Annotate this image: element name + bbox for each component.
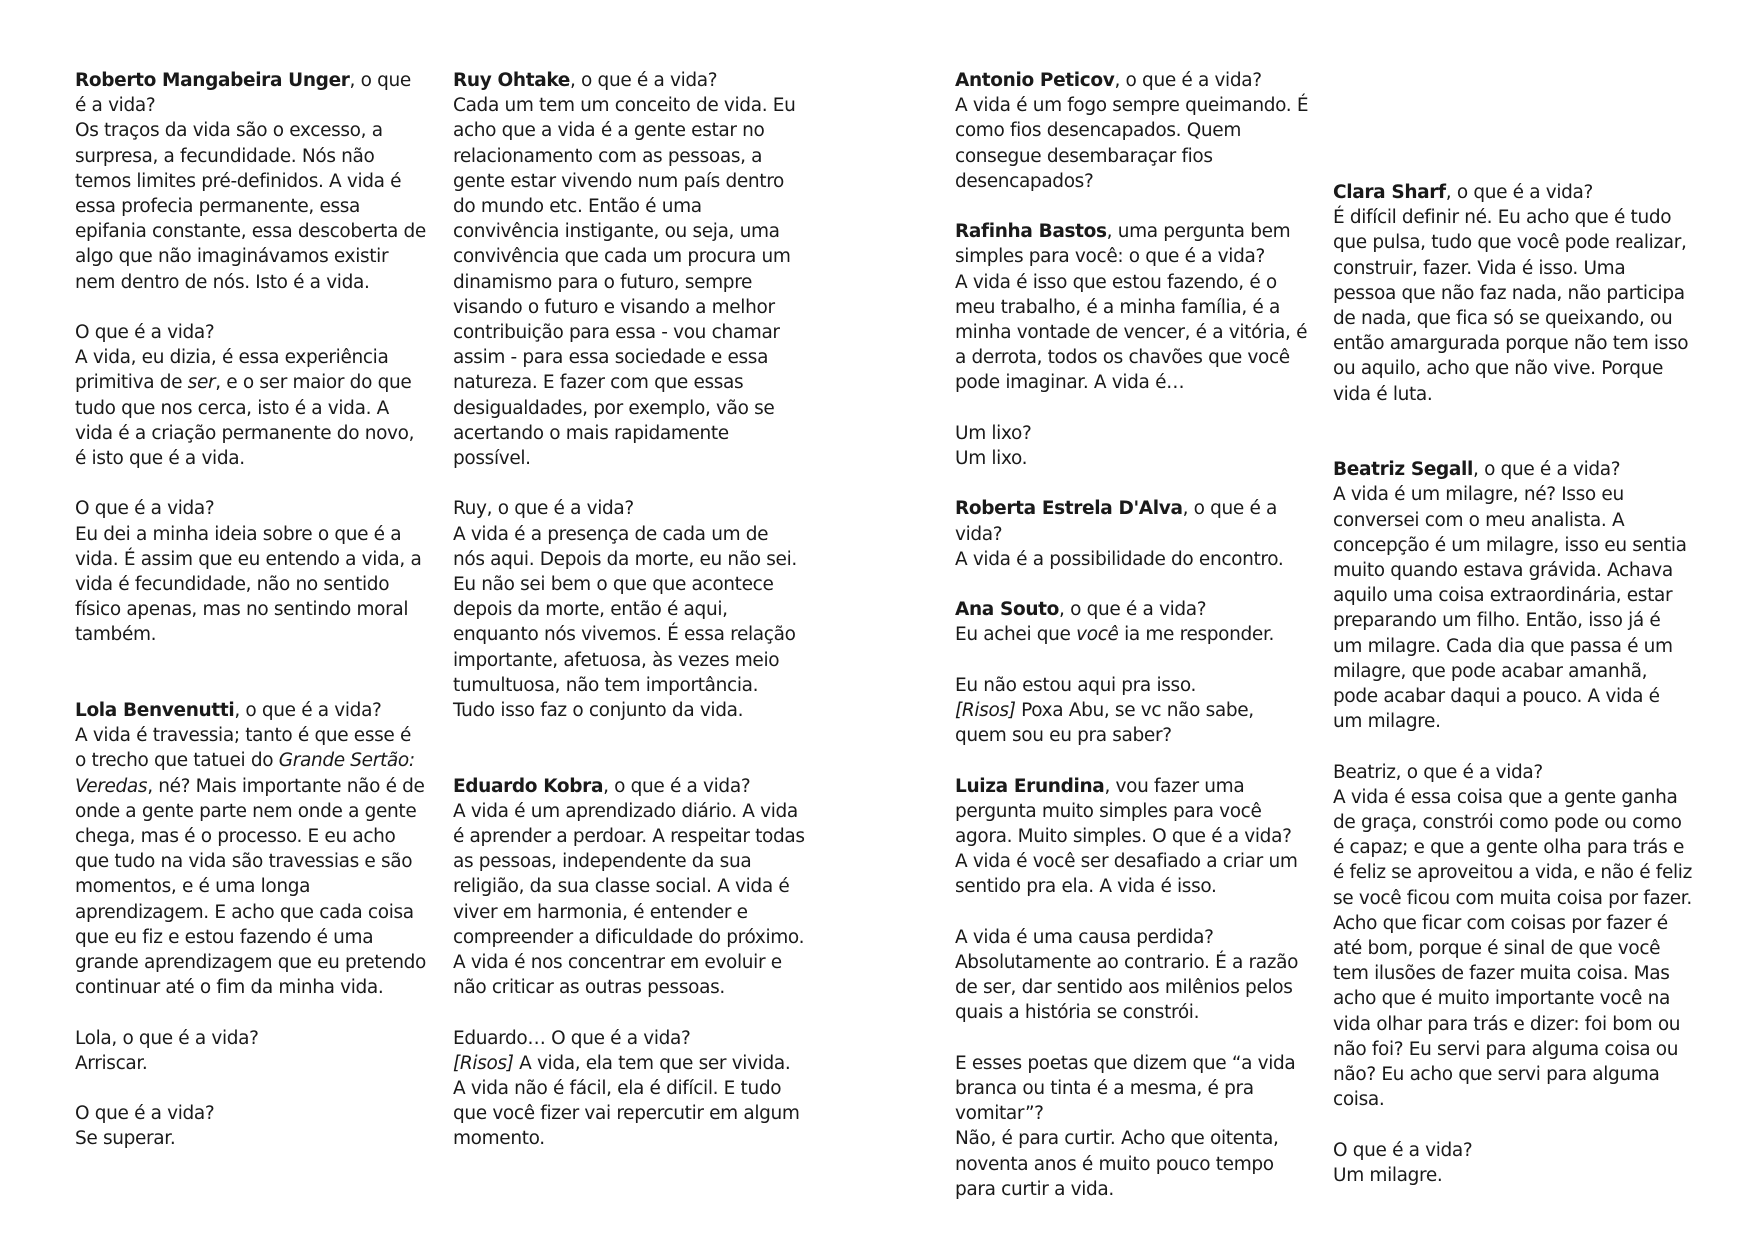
question-text xyxy=(1333,180,1693,205)
interview-block xyxy=(955,496,1309,572)
question-text xyxy=(75,1101,427,1126)
question-text xyxy=(75,496,427,521)
body-text: A vida é você ser desafiado a criar um sentido pra ela. A vida é isso. xyxy=(955,851,1298,898)
answer-text xyxy=(75,522,427,648)
italic-text: [Risos] xyxy=(955,700,1016,721)
interview-block xyxy=(75,320,427,471)
body-text: O que é a vida? xyxy=(75,498,215,520)
answer-text xyxy=(955,950,1309,1026)
body-text: Poxa Abu, se vc não sabe, quem sou eu pra saber? xyxy=(955,700,1254,747)
answer-text xyxy=(955,849,1309,899)
body-text: A vida é isso que estou fazendo, é o meu trabalho, é a minha família, é a minha vontade de vencer, é a vitória, é a derrota, todos os chavões que você pode imaginar. A vida é… xyxy=(955,271,1308,394)
answer-text xyxy=(955,622,1309,647)
answer-text xyxy=(1333,785,1693,1113)
speaker-name: Beatriz Segall xyxy=(1333,459,1474,481)
answer-text xyxy=(955,446,1309,471)
interview-block xyxy=(1333,1138,1693,1188)
question-text xyxy=(1333,1138,1693,1163)
body-text: , o que é a vida? xyxy=(75,70,411,117)
body-text: Um lixo. xyxy=(955,448,1028,470)
interview-block xyxy=(75,698,427,1000)
question-text xyxy=(955,1051,1309,1127)
body-text: Eu não estou aqui pra isso. xyxy=(955,674,1196,696)
answer-text xyxy=(955,270,1309,396)
interview-block xyxy=(955,1051,1309,1202)
interview-block xyxy=(955,68,1309,194)
body-text: A vida é um milagre, né? Isso eu conversei com o meu analista. A concepção é um milagre, isso eu sentia muito quando estava grávida. Achava aquilo uma coisa extraordinária, estar preparando um filho. Então, isso já é um milagre. Cada dia que passa é um milagre, que pode acabar amanhã, pode acabar daqui a pouco. A vida é um milagre. xyxy=(1333,484,1687,733)
question-text xyxy=(955,496,1309,546)
body-text: A vida é essa coisa que a gente ganha de graça, constrói como pode ou como é capaz; e que a gente olha para trás e é feliz se aproveitou a vida, e não é feliz se você ficou com muita coisa por fazer. Acho que ficar com coisas por fazer é até bom, porque é sinal de que você tem ilusões de fazer muita coisa. Mas acho que é muito importante você na vida olhar para trás e dizer: foi bom ou não foi? Eu servi para alguma coisa ou não? Eu acho que servi para alguma coisa. xyxy=(1333,786,1692,1111)
answer-text xyxy=(75,1051,427,1076)
body-text: Não, é para curtir. Acho que oitenta, noventa anos é muito pouco tempo para curtir a vida. xyxy=(955,1128,1279,1200)
body-text: E esses poetas que dizem que “a vida branca ou tinta é a mesma, é pra vomitar”? xyxy=(955,1052,1296,1125)
answer-text xyxy=(453,522,805,724)
interview-block xyxy=(453,496,805,723)
question-text xyxy=(75,1026,427,1051)
speaker-name: Clara Sharf xyxy=(1333,182,1446,203)
body-text: Beatriz, o que é a vida? xyxy=(1333,761,1543,783)
interview-block xyxy=(453,774,805,1001)
answer-text xyxy=(453,1051,805,1152)
answer-text xyxy=(1333,1163,1693,1188)
answer-text xyxy=(75,1126,427,1151)
body-text: , uma pergunta bem simples para você: o que é a vida? xyxy=(955,221,1291,268)
body-text: Um milagre. xyxy=(1333,1164,1443,1186)
speaker-name: Ana Souto xyxy=(955,599,1060,621)
body-text: Se superar. xyxy=(75,1128,176,1150)
interview-block xyxy=(1333,457,1693,734)
text-column-1 xyxy=(75,68,427,1177)
question-text xyxy=(453,1026,805,1051)
body-text: , o que é a vida? xyxy=(1114,70,1262,91)
body-text: É difícil definir né. Eu acho que é tudo que pulsa, tudo que você pode realizar, construir, fazer. Vida é isso. Uma pessoa que não faz nada, não participa de nada, que fica só se queixando, ou então amargurada porque não tem isso ou aquilo, acho que não vive. Porque vida é luta. xyxy=(1333,207,1689,405)
body-text: A vida é travessia; tanto é que esse é o trecho que tatuei do xyxy=(75,725,412,772)
speaker-name: Luiza Erundina xyxy=(955,775,1105,797)
body-text: , o que é a vida? xyxy=(234,700,382,722)
body-text: Ruy, o que é a vida? xyxy=(453,498,634,520)
body-text: , o que é a vida? xyxy=(1059,599,1207,621)
answer-text xyxy=(75,118,427,294)
answer-text xyxy=(1333,482,1693,734)
body-text: Eu dei a minha ideia sobre o que é a vida. É assim que eu entendo a vida, a vida é fecundidade, não no sentido físico apenas, mas no sentindo moral também. xyxy=(75,523,422,646)
question-text xyxy=(453,774,805,799)
interview-block xyxy=(75,1101,427,1151)
answer-text xyxy=(955,93,1309,194)
body-text: , o que é a vida? xyxy=(1445,182,1593,203)
body-text: O que é a vida? xyxy=(75,322,215,344)
speaker-name: Rafinha Bastos xyxy=(955,221,1107,243)
interview-block xyxy=(453,1026,805,1152)
body-text: , e o ser maior do que tudo que nos cerca, isto é a vida. A vida é a criação permanente do novo, é isto que é a vida. xyxy=(75,372,415,470)
italic-text: Grande Sertão: Veredas xyxy=(75,750,415,797)
question-text xyxy=(955,673,1309,698)
body-text: Arriscar. xyxy=(75,1052,148,1074)
question-text xyxy=(955,774,1309,850)
body-text: A vida é um fogo sempre queimando. É como fios desencapados. Quem consegue desembaraçar fios desencapados? xyxy=(955,95,1309,192)
answer-text xyxy=(955,1126,1309,1202)
question-text xyxy=(955,68,1309,93)
body-text: A vida, ela tem que ser vivida. A vida não é fácil, ela é difícil. E tudo que você fizer vai repercutir em algum momento. xyxy=(453,1052,800,1150)
body-text: Absolutamente ao contrario. É a razão de ser, dar sentido aos milênios pelos quais a história se constrói. xyxy=(955,952,1299,1024)
answer-text xyxy=(75,345,427,471)
interview-block xyxy=(453,68,805,471)
italic-text: ser xyxy=(187,372,216,394)
question-text xyxy=(453,68,805,93)
question-text xyxy=(955,597,1309,622)
body-text: Os traços da vida são o excesso, a surpresa, a fecundidade. Nós não temos limites pré-definidos. A vida é essa profecia permanente, essa epifania constante, essa descoberta de algo que não imaginávamos existir nem dentro de nós. Isto é a vida. xyxy=(75,120,426,293)
body-text: A vida é um aprendizado diário. A vida é aprender a perdoar. A respeitar todas as pessoas, independente da sua religião, da sua classe social. A vida é viver em harmonia, é entender e compreender a dificuldade do próximo. A vida é nos concentrar em evoluir e não criticar as outras pessoas. xyxy=(453,800,805,999)
speaker-name: Lola Benvenutti xyxy=(75,700,235,722)
text-column-2 xyxy=(453,68,805,1177)
body-text: , o que é a vida? xyxy=(603,775,751,797)
body-text: A vida é uma causa perdida? xyxy=(955,926,1214,948)
interview-block xyxy=(1333,760,1693,1113)
question-text xyxy=(955,421,1309,446)
question-text xyxy=(955,925,1309,950)
speaker-name: Eduardo Kobra xyxy=(453,775,604,797)
interview-block xyxy=(955,219,1309,395)
body-text: , o que é a vida? xyxy=(955,498,1278,545)
speaker-name: Antonio Peticov xyxy=(955,70,1115,91)
body-text: , vou fazer uma pergunta muito simples para você agora. Muito simples. O que é a vida? xyxy=(955,775,1292,847)
text-column-4 xyxy=(1333,180,1693,1213)
body-text: , né? Mais importante não é de onde a gente parte nem onde a gente chega, mas é o processo. E eu acho que tudo na vida são travessias e são momentos, e é uma longa aprendizagem. E acho que cada coisa que eu fiz e estou fazendo é uma grande aprendizagem que eu pretendo continuar até o fim da minha vida. xyxy=(75,775,426,999)
question-text xyxy=(75,68,427,118)
interview-block xyxy=(955,421,1309,471)
italic-text: você xyxy=(1076,624,1119,646)
body-text: O que é a vida? xyxy=(75,1103,215,1125)
answer-text xyxy=(453,93,805,471)
body-text: A vida é a presença de cada um de nós aqui. Depois da morte, eu não sei. Eu não sei bem o que que acontece depois da morte, então é aqui, enquanto nós vivemos. É essa relação importante, afetuosa, às vezes meio tumultuosa, não tem importância. Tudo isso faz o conjunto da vida. xyxy=(453,523,797,722)
body-text: Um lixo? xyxy=(955,422,1032,444)
interview-block xyxy=(955,774,1309,900)
question-text xyxy=(75,320,427,345)
question-text xyxy=(75,698,427,723)
speaker-name: Roberto Mangabeira Unger xyxy=(75,70,350,91)
body-text: , o que é a vida? xyxy=(1473,459,1621,481)
body-text: Lola, o que é a vida? xyxy=(75,1027,259,1049)
body-text: Eu achei que xyxy=(955,624,1077,646)
question-text xyxy=(453,496,805,521)
interview-block xyxy=(1333,180,1693,407)
italic-text: [Risos] xyxy=(453,1052,514,1074)
body-text: , o que é a vida? xyxy=(570,70,718,91)
answer-text xyxy=(453,799,805,1001)
body-text: Cada um tem um conceito de vida. Eu acho que a vida é a gente estar no relacionamento com as pessoas, a gente estar vivendo num país dentro do mundo etc. Então é uma convivência instigante, ou seja, uma convivência que cada um procura um dinamismo para o futuro, sempre visando o futuro e visando a melhor contribuição para essa - vou chamar assim - para essa sociedade e essa natureza. E fazer com que essas desigualdades, por exemplo, vão se acertando o mais rapidamente possível. xyxy=(453,95,796,470)
interview-block xyxy=(75,496,427,647)
body-text: A vida, eu dizia, é essa experiência primitiva de xyxy=(75,347,389,394)
speaker-name: Roberta Estrela D'Alva xyxy=(955,498,1183,520)
question-text xyxy=(955,219,1309,269)
speaker-name: Ruy Ohtake xyxy=(453,70,570,91)
text-column-3 xyxy=(955,68,1309,1227)
question-text xyxy=(1333,760,1693,785)
question-text xyxy=(1333,457,1693,482)
answer-text xyxy=(75,723,427,1000)
interview-block xyxy=(75,68,427,295)
answer-text xyxy=(1333,205,1693,407)
body-text: ia me responder. xyxy=(1118,624,1275,646)
body-text: A vida é a possibilidade do encontro. xyxy=(955,548,1284,570)
interview-block xyxy=(955,597,1309,647)
interview-block xyxy=(75,1026,427,1076)
body-text: Eduardo… O que é a vida? xyxy=(453,1027,691,1049)
interview-block xyxy=(955,925,1309,1026)
answer-text xyxy=(955,698,1309,748)
interview-block xyxy=(955,673,1309,749)
body-text: O que é a vida? xyxy=(1333,1139,1473,1161)
answer-text xyxy=(955,547,1309,572)
